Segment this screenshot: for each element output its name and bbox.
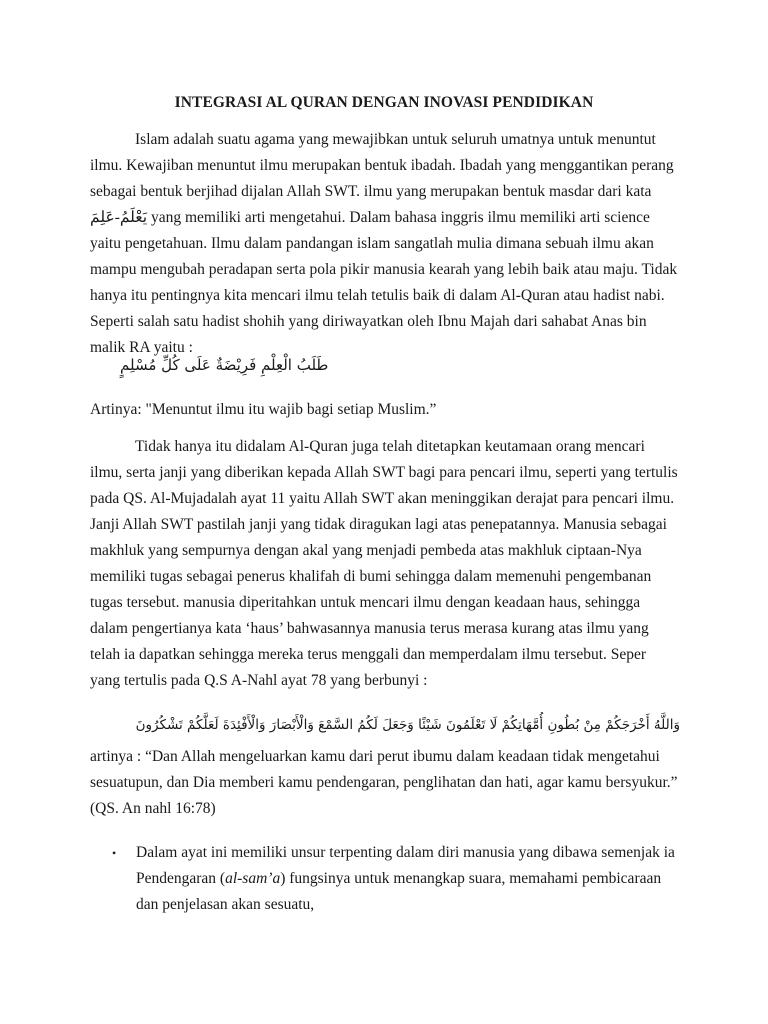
bullet-icon: •: [112, 846, 117, 860]
bullet-text-start: Dalam ayat ini memiliki unsur terpenting dalam diri manusia yang dibawa semenjak ia Pendengaran (: [136, 844, 675, 887]
list-item: [90, 840, 680, 918]
ayat-arabic-text: وَاللَّهُ أَخْرَجَكُمْ مِنْ بُطُونِ أُمَّهَاتِكُمْ لَا تَعْلَمُونَ شَيْئًا وَجَعَلَ لَكُمُ السَّمْعَ وَالْأَبْصَارَ وَالْأَفْئِدَةَ لَعَلَّكُمْ تَشْكُرُونَ: [135, 717, 680, 733]
bullet-text-italic: al-sam’a: [225, 870, 281, 887]
hadith-arabic-text: [0, 352, 768, 378]
document-title: INTEGRASI AL QURAN DENGAN INOVASI PENDIDIKAN: [174, 94, 594, 111]
paragraph-quran: Tidak hanya itu didalam Al-Quran juga telah ditetapkan keutamaan orang mencari ilmu, serta janji yang diberikan kepada Allah SWT bagi para pencari ilmu, seperti yang tertulis pada QS. Al-Mujadalah ayat 11 yaitu Allah SWT akan meninggikan derajat para pencari ilmu. Janji Allah SWT pastilah janji yang tidak diragukan lagi atas penepatannya. Manusia sebagai makhluk yang sempurnya dengan akal yang menjadi pembeda atas makhluk ciptaan-Nya memiliki tugas sebagai penerus khalifah di bumi sehingga dalam memenuhi pengembanan tugas tersebut. manusia diperitahkan untuk mencari ilmu dengan keadaan haus, sehingga dalam pengertianya kata ‘haus’ bahwasannya manusia terus merasa kurang atas ilmu yang telah ia dapatkan sehingga mereka terus menggali dan memperdalam ilmu tersebut. Seper yang tertulis pada Q.S A-Nahl ayat 78 yang berbunyi :: [90, 438, 678, 689]
bullet-text-end: ) fungsinya untuk menangkap suara, memahami pembicaraan dan penjelasan akan sesuatu,: [136, 870, 662, 913]
ayat-translation: artinya : “Dan Allah mengeluarkan kamu dari perut ibumu dalam keadaan tidak mengetahui sesuatupun, dan Dia memberi kamu pendengaran, penglihatan dan hati, agar kamu bersyukur.” (QS. An nahl 16:78): [90, 748, 678, 817]
hadith-translation: Artinya: "Menuntut ilmu itu wajib bagi setiap Muslim.”: [90, 401, 437, 418]
hadith-arabic-line: طَلَبُ الْعِلْمِ فَرِيْضَةٌ عَلَى كُلِّ مُسْلِمٍ: [120, 356, 329, 374]
bullet-list: [90, 840, 680, 918]
paragraph-intro: Islam adalah suatu agama yang mewajibkan untuk seluruh umatnya untuk menuntut ilmu. Kewajiban menuntut ilmu merupakan bentuk ibadah. Ibadah yang menggantikan perang sebagai bentuk berjihad dijalan Allah SWT. ilmu yang merupakan bentuk masdar dari kata يَعْلَمُ-عَلِمَ yang memiliki arti mengetahui. Dalam bahasa inggris ilmu memiliki arti science yaitu pengetahuan. Ilmu dalam pandangan islam sangatlah mulia dimana sebuah ilmu akan mampu mengubah peradapan serta pola pikir manusia kearah yang lebih baik atau maju. Tidak hanya itu pentingnya kita mencari ilmu telah tetulis baik di dalam Al-Quran atau hadist nabi. Seperti salah satu hadist shohih yang diriwayatkan oleh Ibnu Majah dari sahabat Anas bin malik RA yaitu :: [90, 131, 678, 356]
